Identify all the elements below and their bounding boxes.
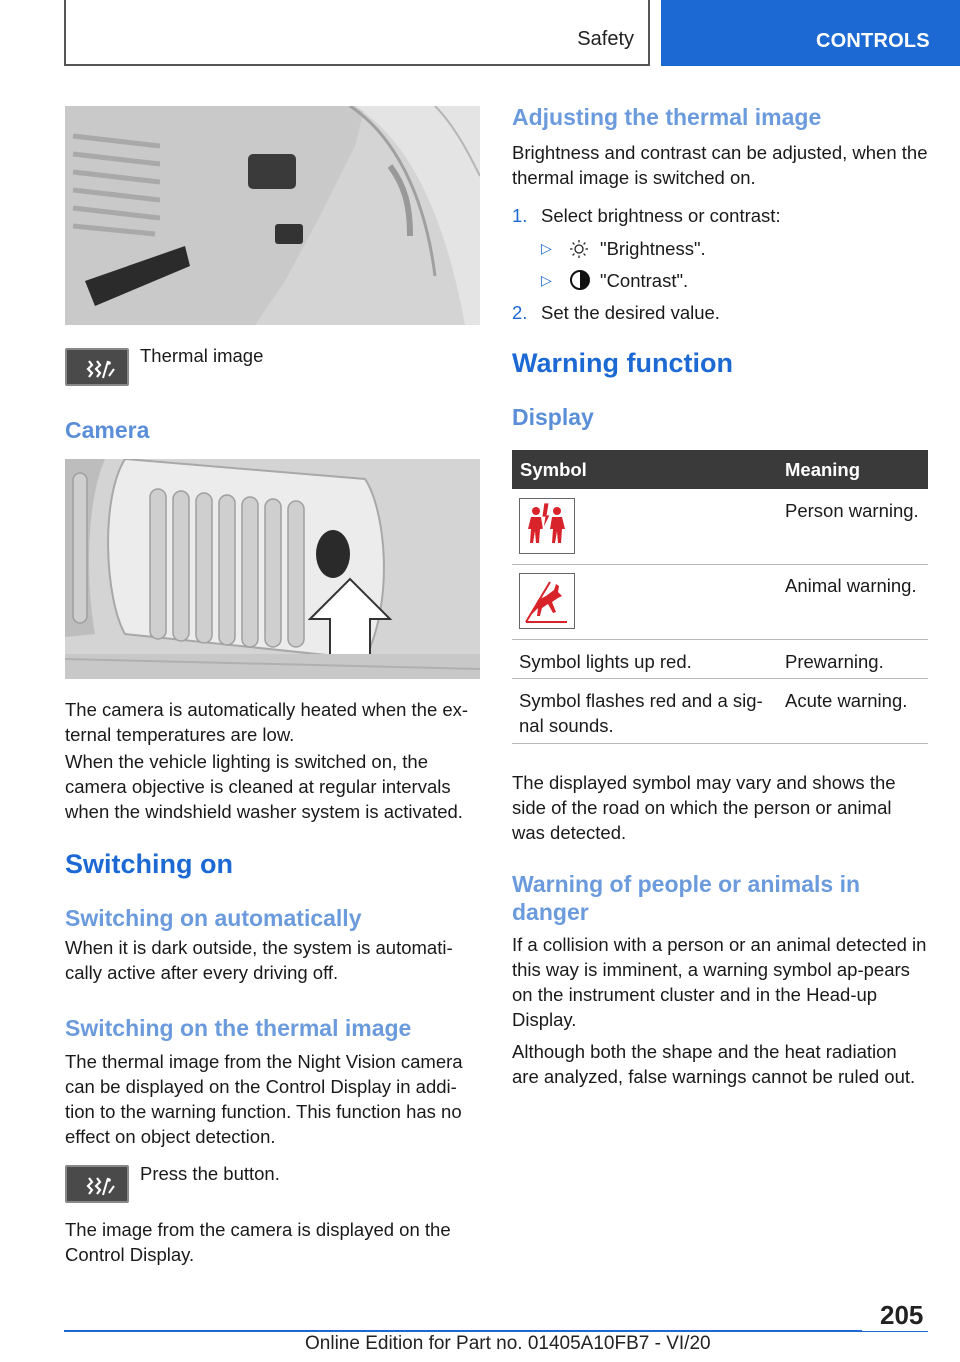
camera-heated-paragraph: The camera is automatically heated when the ex‐ternal temperatures are low. (65, 699, 469, 745)
press-button-text: Press the button. (140, 1163, 280, 1184)
table-row-4-meaning: Acute warning. (785, 690, 908, 711)
header-chapter-tab (661, 0, 960, 66)
brightness-option: "Brightness". (600, 238, 706, 259)
night-vision-button-icon (65, 348, 129, 386)
table-row-3-symbol: Symbol lights up red. (519, 651, 692, 672)
display-heading: Display (512, 404, 594, 430)
night-vision-button-icon (65, 1165, 129, 1203)
table-header-symbol: Symbol (520, 459, 587, 480)
footer-edition-text: Online Edition for Part no. 01405A10FB7 - VI/20 (305, 1333, 711, 1354)
bullet-marker: ▷ (541, 272, 552, 288)
switching-on-automatically-heading: Switching on automatically (65, 905, 362, 931)
table-row-1-meaning: Person warning. (785, 500, 919, 521)
step-2-number: 2. (512, 302, 528, 323)
thermal-image-caption: Thermal image (140, 345, 264, 366)
table-divider (512, 743, 928, 744)
switching-on-heading: Switching on (65, 849, 233, 879)
footer-rule (64, 1330, 862, 1332)
footer-rule-thin (862, 1331, 928, 1332)
table-header-meaning: Meaning (785, 459, 861, 480)
table-divider (512, 678, 928, 679)
person-warning-icon (519, 498, 575, 554)
thermal-image-paragraph: The thermal image from the Night Vision camera can be displayed on the Control Display in addi‐tion to the warning function. This function has no effect on object detection. (65, 1051, 463, 1147)
automatic-activation-paragraph: When it is dark outside, the system is automati‐cally active after every driving off. (65, 937, 453, 983)
table-row-4-symbol: Symbol flashes red and a sig‐nal sounds. (519, 690, 763, 736)
animal-warning-icon (519, 573, 575, 629)
header-frame (64, 0, 650, 66)
symbol-varies-paragraph: The displayed symbol may vary and shows the side of the road on which the person or animal was detected. (512, 772, 896, 843)
dashboard-button-illustration (65, 106, 480, 325)
step-1-number: 1. (512, 205, 528, 226)
adjusting-paragraph: Brightness and contrast can be adjusted, when the thermal image is switched on. (512, 142, 928, 188)
step-1-text: Select brightness or contrast: (541, 205, 781, 226)
warning-function-heading: Warning function (512, 348, 733, 378)
collision-paragraph: If a collision with a person or an animal detected in this way is imminent, a warning symbol ap‐pears on the instrument cluster and in the Head-up Display. (512, 934, 927, 1030)
step-2-text: Set the desired value. (541, 302, 720, 323)
switching-on-thermal-heading: Switching on the thermal image (65, 1015, 412, 1041)
table-row-2-meaning: Animal warning. (785, 575, 917, 596)
table-header (512, 450, 928, 489)
page-number: 205 (880, 1300, 924, 1330)
false-warnings-paragraph: Although both the shape and the heat radiation are analyzed, false warnings cannot be ruled out. (512, 1041, 916, 1087)
camera-cleaned-paragraph: When the vehicle lighting is switched on, the camera objective is cleaned at regular intervals when the windshield washer system is activated. (65, 751, 463, 822)
header-section-label: Safety (577, 28, 634, 50)
contrast-option: "Contrast". (600, 270, 689, 291)
header-chapter-label: CONTROLS (816, 30, 930, 52)
image-displayed-paragraph: The image from the camera is displayed on the Control Display. (65, 1219, 451, 1265)
table-row-3-meaning: Prewarning. (785, 651, 884, 672)
contrast-circle-icon (569, 269, 591, 291)
sun-brightness-icon (569, 239, 589, 259)
bullet-marker: ▷ (541, 240, 552, 256)
camera-grille-illustration (65, 459, 480, 679)
adjusting-thermal-heading: Adjusting the thermal image (512, 104, 822, 130)
camera-heading: Camera (65, 417, 150, 443)
table-divider (512, 639, 928, 640)
danger-warning-heading: Warning of people or animals in danger (512, 871, 861, 925)
table-divider (512, 564, 928, 565)
